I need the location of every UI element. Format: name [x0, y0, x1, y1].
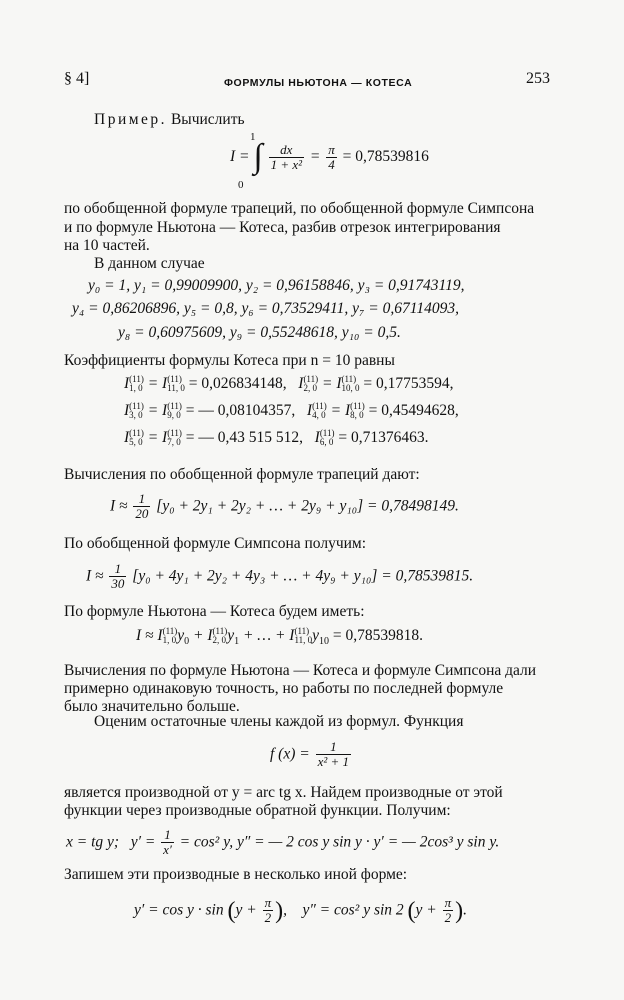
coefficient-row: I (11) 1, 0 = I (11) 11, 0 = 0,026834148, I (11) 2, 0 = I (11) 10, 0 = 0,17753594,: [124, 374, 454, 394]
subscript: 9, 0: [167, 410, 181, 421]
superscript: (11): [167, 401, 182, 412]
running-title: ФОРМУЛЫ НЬЮТОНА — КОТЕСА: [224, 77, 413, 89]
simpson-formula: [86, 562, 473, 591]
coefficients-intro: Коэффициенты формулы Котеса при n = 10 равны: [64, 352, 395, 369]
superscript: (11): [312, 401, 327, 412]
deriv-y1-lhs: y′ =: [130, 833, 156, 851]
para2-line: было значительно больше.: [64, 698, 240, 715]
integral-formula: [230, 131, 429, 192]
example-task: Вычислить: [170, 111, 245, 128]
subscript: 8, 0: [350, 410, 364, 421]
trapezoid-formula: [110, 492, 459, 521]
approx-lhs: I ≈: [86, 567, 104, 585]
para4-line: функции через производные обратной функции. Получим:: [64, 802, 451, 819]
subscript: 11, 0: [294, 635, 313, 646]
superscript: (11): [167, 374, 182, 385]
newton-formula: I ≈ I (11) 1, 0 $y_0 + I$ (11) 2, 0 $y_1$ + … + I (11) 11, 0 $y_{10} = 0,78539818$.: [136, 626, 424, 647]
coefficient-value: = 0,71376463.: [338, 429, 429, 446]
approx-lhs: I ≈: [110, 497, 128, 515]
subscript: 2, 0: [212, 635, 227, 646]
subscript: 1, 0: [162, 635, 177, 646]
subscript: 1: [234, 636, 240, 647]
integral-lower-limit: 0: [238, 179, 244, 191]
newton-text: По формуле Ньютона — Котеса будем иметь:: [64, 603, 365, 620]
coefficient-value: = 0,45494628,: [368, 402, 459, 419]
superscript: (11): [167, 428, 182, 439]
newton-value: = 0,78539818.: [332, 627, 424, 644]
deriv-y1-rhs: = cos² y,: [179, 833, 234, 851]
para4-line: является производной от y = arc tg x. Найдем производные от этой: [64, 784, 503, 801]
section-mark: § 4]: [64, 70, 90, 87]
para1-line: и по формуле Ньютона — Котеса, разбив отрезок интегрирования: [64, 219, 501, 236]
equals-sign: =: [309, 148, 321, 165]
pi-denominator: 2: [264, 910, 272, 925]
subscript: 2, 0: [303, 383, 317, 394]
y-values-line: y₄ = 0,86206896, y₅ = 0,8, y₆ = 0,73529411, y₇ = 0,67114093,: [72, 300, 459, 317]
fx-fraction: [316, 740, 351, 769]
page-number: 253: [526, 70, 550, 87]
coefficient-value: = — 0,08104357,: [185, 402, 296, 419]
subscript: 11, 0: [167, 383, 185, 394]
fx-lhs: f (x) =: [270, 745, 310, 763]
subscript: 0: [184, 636, 190, 647]
superscript: (11): [350, 401, 365, 412]
integral-upper-limit: 1: [250, 131, 256, 143]
subscript: 6, 0: [319, 437, 334, 448]
fx-formula: [270, 740, 353, 769]
integrand: [269, 143, 304, 172]
para1-line: на 10 частей.: [64, 237, 150, 254]
pi-over-four: [326, 143, 337, 172]
pi-half: [443, 896, 454, 925]
superscript: (11): [129, 428, 144, 439]
pi-denominator: 2: [444, 910, 452, 925]
integrand-numerator: dx: [269, 143, 304, 158]
integrand-denominator: 1 + x²: [270, 156, 303, 172]
superscript: (11): [212, 626, 228, 637]
integral-value: = 0,78539816: [342, 148, 429, 165]
fx-numerator: 1: [316, 740, 351, 755]
pi-numerator: π: [444, 895, 452, 910]
example-heading: [94, 111, 245, 129]
subscript: 1, 0: [129, 383, 143, 394]
pi-numerator: π: [264, 895, 272, 910]
deriv-x: x = tg y;: [66, 833, 120, 851]
subscript: 5, 0: [129, 437, 143, 448]
coefficient-numerator: 1: [109, 562, 126, 577]
final-y2: y″ = cos² y sin 2: [302, 901, 404, 919]
coefficient-row: I (11) 3, 0 = I (11) 9, 0 = — 0,08104357, I (11) 4, 0 = I (11) 8, 0 = 0,45494628,: [124, 401, 459, 421]
coefficient-denominator: 30: [111, 576, 125, 591]
coefficient-denominator: 20: [135, 506, 149, 521]
final-y1: y′ = cos y · sin: [134, 901, 224, 919]
simpson-sum: [y₀ + 4y₁ + 2y₂ + 4y₃ + … + 4y₉ + y₁₀] = 0,78539815.: [132, 567, 474, 585]
example-label: Пример.: [94, 111, 168, 128]
pi-half: [263, 896, 274, 925]
superscript: (11): [129, 374, 144, 385]
pi-numerator: π: [328, 141, 335, 157]
deriv-y1-fraction: [161, 828, 174, 857]
y-values-line: y₀ = 1, y₁ = 0,99009900, y₂ = 0,96158846, y₃ = 0,91743119,: [88, 277, 465, 294]
subscript: 10, 0: [341, 383, 360, 394]
trapezoid-sum: [y₀ + 2y₁ + 2y₂ + … + 2y₉ + y₁₀] = 0,78498149.: [156, 497, 459, 515]
y-values-line: y₈ = 0,60975609, y₉ = 0,55248618, y₁₀ = 0,5.: [118, 324, 401, 341]
subscript: 10: [319, 636, 330, 647]
superscript: (11): [294, 626, 310, 637]
integral-sign: ∫: [253, 138, 263, 175]
left-paren: (: [227, 898, 236, 925]
superscript: (11): [319, 428, 335, 439]
subscript: 7, 0: [167, 437, 181, 448]
simpson-text: По обобщенной формуле Симпсона получим:: [64, 535, 367, 552]
deriv-denominator: x′: [163, 842, 172, 857]
simpson-coefficient: [109, 562, 126, 591]
coefficient-value: = — 0,43 515 512,: [185, 429, 304, 446]
para1-line: по обобщенной формуле трапеций, по обобщенной формуле Симпсона: [64, 200, 535, 217]
coefficient-value: = 0,026834148,: [188, 375, 287, 392]
para3-text: Оценим остаточные члены каждой из формул. Функция: [94, 713, 464, 730]
subscript: 4, 0: [312, 410, 326, 421]
trapezoid-text: Вычисления по обобщенной формуле трапеций дают:: [64, 466, 420, 483]
superscript: (11): [129, 401, 144, 412]
para2-line: Вычисления по формуле Ньютона — Котеса и формуле Симпсона дали: [64, 662, 537, 679]
coefficient-numerator: 1: [133, 492, 150, 507]
trapezoid-coefficient: [133, 492, 150, 521]
coefficient-value: = 0,17753594,: [363, 375, 454, 392]
right-paren: ): [275, 898, 284, 925]
superscript: (11): [303, 374, 319, 385]
given-text: В данном случае: [94, 255, 205, 272]
fx-denominator: x² + 1: [317, 754, 350, 769]
para5-text: Запишем эти производные в несколько иной форме:: [64, 866, 408, 883]
para2-line: примерно одинаковую точность, но работы по последней формуле: [64, 680, 504, 697]
derivatives-formula: [66, 828, 499, 857]
subscript: 3, 0: [129, 410, 143, 421]
left-paren: (: [407, 898, 416, 925]
superscript: (11): [162, 626, 178, 637]
superscript: (11): [341, 374, 357, 385]
deriv-numerator: 1: [161, 828, 174, 843]
right-paren: ): [455, 898, 464, 925]
integral-lhs: I =: [230, 148, 250, 165]
deriv-y2: y″ = — 2 cos y sin y · y′ = — 2cos³ y sin y.: [236, 833, 500, 851]
pi-denominator: 4: [328, 156, 335, 172]
final-formula: y′ = cos y · sin (y + $\frac{\pi}{2}$ ), y″ = cos² y sin 2 (y + $\frac{\pi}{2}$ ).: [134, 895, 468, 925]
coefficient-row: I (11) 5, 0 = I (11) 7, 0 = — 0,43 515 512, I (11) 6, 0 = 0,71376463.: [124, 428, 429, 448]
